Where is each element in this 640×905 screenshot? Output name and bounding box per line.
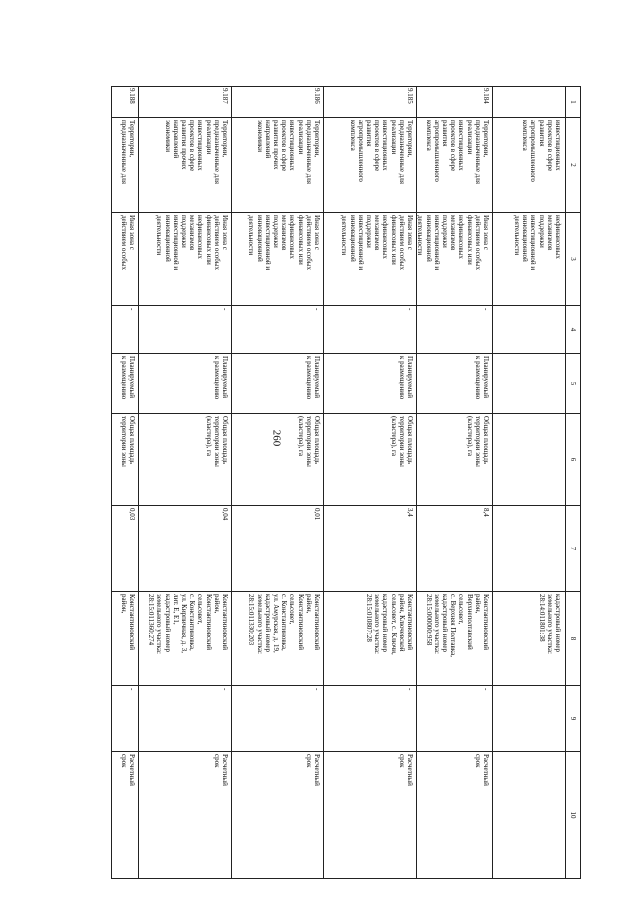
col-9 xyxy=(111,686,581,752)
cell-col9: - xyxy=(221,688,229,691)
cell-status: Планируемый к размещению xyxy=(304,356,321,400)
cell-value: 0,01 xyxy=(313,508,321,521)
cell-location: Константиновский район, Константиновский сельсовет, с. Константиновка, ул. Кирпичная, д. 3, лит. Е, Е1, кадастровый номер земельного участка: 28:15:011360:274 xyxy=(147,594,229,654)
header-cell-7: 7 xyxy=(565,506,581,591)
header-cell-9: 9 xyxy=(565,686,581,751)
cell-col4: - xyxy=(221,308,229,311)
col-7 xyxy=(111,506,581,592)
cell-parameter: Общая площадь территории зоны (кластера), га xyxy=(296,416,321,467)
cell-col9: - xyxy=(482,688,490,691)
cell-col4: - xyxy=(406,308,414,311)
cell-type: Территории, предназначенные для реализации инвестиционных проектов в сфере развития прочих направлений экономики xyxy=(255,120,321,184)
header-cell-6: 6 xyxy=(565,414,581,505)
cell-col9: - xyxy=(313,688,321,691)
cell-zone-kind: Иная зона с действием особых финансовых или нефинансовых механизмов поддержки инвестиционной и инновационной деятельности xyxy=(247,215,321,271)
cell-zone-kind: Иная зона с действием особых финансовых или нефинансовых механизмов поддержки инвестиционной и инновационной деятельности xyxy=(340,215,414,271)
cell-term: Расчетный срок xyxy=(397,754,414,786)
cell-status: Планируемый к размещению xyxy=(397,356,414,400)
cell-status: Планируемый к размещению xyxy=(119,356,136,400)
cell-location: кадастровый номер земельного участка: 28:14:011801:38 xyxy=(537,594,562,654)
cell-term: Расчетный срок xyxy=(212,754,229,786)
cell-parameter: Общая площадь территории зоны (кластера), га xyxy=(389,416,414,467)
cell-type: Территории, предназначенные для реализации инвестиционных проектов в сфере развития прочих направлений экономики xyxy=(163,120,229,184)
cell-status: Планируемый к размещению xyxy=(473,356,490,400)
header-cell-1: 1 xyxy=(565,87,581,117)
cell-location: Константиновский район, Верхнеполтавский сельсовет, с. Верхняя Полтавка, кадастровый номер земельного участка: 28:15:000000:958 xyxy=(424,594,490,657)
cell-value: 8,4 xyxy=(482,508,490,517)
cell-location: Константиновский район, Ключевской сельсовет, с. Ключи, кадастровый номер земельного участка: 28:15:010807:28 xyxy=(364,594,414,655)
row-divider xyxy=(416,86,417,879)
header-cell-4: 4 xyxy=(565,306,581,353)
cell-term: Расчетный срок xyxy=(304,754,321,786)
cell-col4: - xyxy=(128,308,136,311)
zones-table xyxy=(111,86,581,879)
cell-term: Расчетный срок xyxy=(473,754,490,786)
cell-value: 3,4 xyxy=(406,508,414,517)
cell-col4: - xyxy=(482,308,490,311)
cell-type: инвестиционных проектов в сфере развития агропромышленного комплекса xyxy=(521,120,562,182)
row-divider xyxy=(138,86,139,879)
cell-parameter: Общая площадь территории зоны xyxy=(119,416,136,467)
cell-zone-kind: Иная зона с действием особых финансовых или нефинансовых механизмов поддержки инвестиционной и инновационной деятельности xyxy=(155,215,229,271)
cell-location: Константиновский район, Константиновский сельсовет, с. Константиновка, ул. Амурская, д. 19, кадастровый номер земельного участка: 28:15:011330:203 xyxy=(247,594,321,654)
cell-num: 9.186 xyxy=(313,88,321,104)
col-10 xyxy=(111,752,581,879)
header-cell-5: 5 xyxy=(565,354,581,413)
col-4 xyxy=(111,306,581,354)
header-cell-3: 3 xyxy=(565,213,581,305)
col-1 xyxy=(111,86,581,118)
header-cell-8: 8 xyxy=(565,592,581,685)
cell-col9: - xyxy=(406,688,414,691)
cell-term: Расчетный срок xyxy=(119,754,136,786)
cell-num: 9.184 xyxy=(482,88,490,104)
row-divider xyxy=(231,86,232,879)
cell-zone-kind: Иная зона с действием особых xyxy=(119,215,136,270)
cell-location: Константиновский район, xyxy=(119,594,136,650)
cell-parameter: Общая площадь территории зоны (кластера), га xyxy=(204,416,229,467)
header-cell-10: 10 xyxy=(565,752,581,878)
cell-parameter: Общая площадь территории зоны (кластера), га xyxy=(465,416,490,467)
cell-value: 0,04 xyxy=(221,508,229,521)
cell-zone-kind: нефинансовых механизмов поддержки инвестиционной и инновационной деятельности xyxy=(512,215,562,271)
cell-type: Территории, предназначенные для реализации инвестиционных проектов в сфере развития агропромышленного комплекса xyxy=(424,120,490,184)
cell-col9: - xyxy=(128,688,136,691)
cell-num: 9.185 xyxy=(406,88,414,104)
col-5 xyxy=(111,354,581,414)
cell-type: Территории, предназначенные для xyxy=(119,120,136,184)
cell-col4: - xyxy=(313,308,321,311)
cell-num: 9.187 xyxy=(221,88,229,104)
row-divider xyxy=(323,86,324,879)
header-cell-2: 2 xyxy=(565,118,581,212)
cell-num: 9.188 xyxy=(128,88,136,104)
col-6 xyxy=(111,414,581,506)
row-divider xyxy=(111,86,112,879)
cell-zone-kind: Иная зона с действием особых финансовых или нефинансовых механизмов поддержки инвестиционной и инновационной деятельности xyxy=(416,215,490,271)
page-number: 260 xyxy=(270,429,283,447)
cell-status: Планируемый к размещению xyxy=(212,356,229,400)
cell-value: 0,03 xyxy=(128,508,136,521)
row-divider xyxy=(492,86,493,879)
cell-type: Территории, предназначенные для реализации инвестиционных проектов в сфере развития агропромышленного комплекса xyxy=(348,120,414,184)
